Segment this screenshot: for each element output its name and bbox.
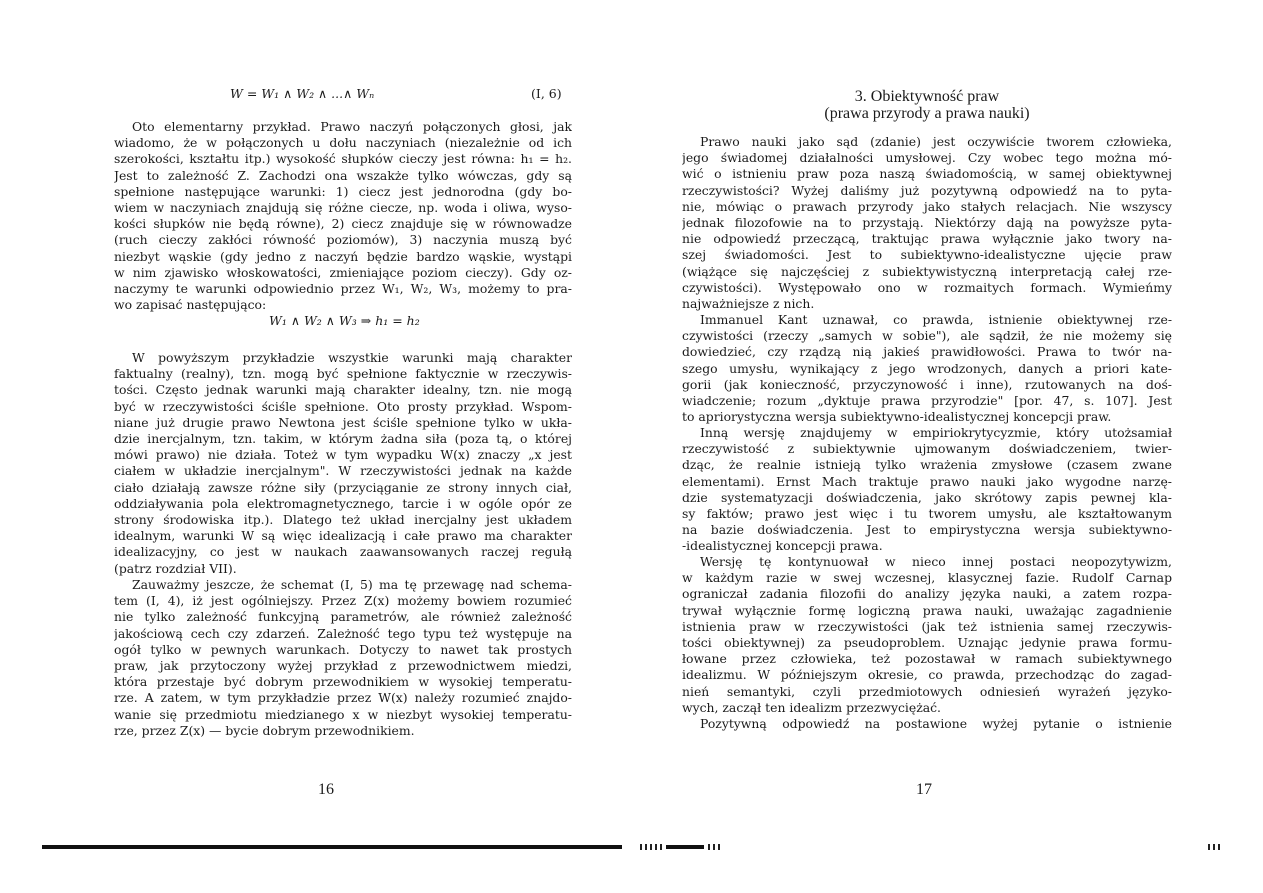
text-line: wiem w naczyniach znajdują się różne ciecze, np. woda i oliwa, wyso- (114, 200, 572, 216)
text-line: niane już drugie prawo Newtona jest ściśle spełnione tylko w ukła- (114, 414, 572, 430)
formula-number: (I, 6) (531, 86, 562, 101)
left-paragraph-3 (114, 577, 572, 739)
text-line: wiadomo, że w połączonych u dołu naczyniach (niezależnie od ich (114, 135, 572, 151)
text-line: istnienia praw w rzeczywistości (jak też istnienia samej rzeczywis- (682, 618, 1172, 634)
right-paragraph-1 (682, 134, 1172, 312)
scan-edge-bar (42, 845, 622, 849)
text-line: idealnym, warunki W są więc idealizacją i całe prawo ma charakter (114, 528, 572, 544)
text-line: to apriorystyczna wersja subiektywno-idealistycznej koncepcji praw. (682, 409, 1112, 425)
section-subheading: (prawa przyrody a prawa nauki) (824, 105, 1030, 122)
text-line: faktualny (realny), tzn. mogą być spełnione faktycznie w rzeczywis- (114, 366, 572, 382)
text-line: dzie systematyzacji doświadczenia, jako skrótowy zapis pewnej kla- (682, 489, 1172, 505)
text-line: dowiedzieć, czy rządzą nią jakieś prawidłowości. Prawa to twór na- (682, 344, 1172, 360)
text-line: Prawo nauki jako sąd (zdanie) jest oczywiście tworem człowieka, (700, 134, 1172, 149)
text-line: czywistości). Występowało ono w rozmaitych formach. Wymieńmy (682, 279, 1172, 295)
text-line: W powyższym przykładzie wszystkie warunki mają charakter (132, 350, 572, 365)
text-line: wiadczenie; rozum „dyktuje prawa przyrodzie" [por. 47, s. 107]. Jest (682, 393, 1172, 409)
section-heading: 3. Obiektywność praw (854, 88, 1000, 105)
text-line: Wersję tę kontynuował w nieco innej postaci neopozytywizm, (700, 554, 1172, 569)
text-line: tości. Często jednak warunki mają charakter idealny, tzn. nie mogą (114, 382, 572, 398)
text-line: szej świadomości. Jest to subiektywno-idealistyczne ujęcie praw (682, 247, 1172, 263)
text-line: ciało działają zawsze różne siły (przyciąganie ze strony innych ciał, (114, 479, 572, 495)
text-line: Oto elementarny przykład. Prawo naczyń połączonych głosi, jak (132, 119, 572, 134)
text-line: wić o istnieniu praw poza naszą świadomością, w samej obiektywnej (682, 166, 1172, 182)
formula-top-text: W = W₁ ∧ W₂ ∧ ...∧ Wₙ (230, 86, 375, 101)
text-line: ograniczał zadania filozofii do analizy języka nauki, a zatem rozpa- (682, 586, 1172, 602)
text-line: (patrz rozdział VII). (114, 560, 237, 576)
text-line: niezbyt wąskie (gdy jedno z naczyń będzie bardzo wąskie, wystąpi (114, 248, 572, 264)
text-line: ogół tylko w pewnych warunkach. Dotyczy to nawet tak prostych (114, 641, 572, 657)
right-paragraph-2 (682, 312, 1172, 425)
text-line: trywał wyłącznie formę logiczną prawa nauki, uważając zagadnienie (682, 602, 1172, 618)
text-line: wych, zaczął ten idealizm przezwyciężać. (682, 699, 941, 715)
text-line: idealizmu. W późniejszym okresie, co prawda, przechodząc do zagad- (682, 667, 1172, 683)
text-line: szego umysłu, wynikający z jego wrodzonych, danych a priori kate- (682, 360, 1172, 376)
text-line: rzeczywistości? Wyżej daliśmy już pozytywną odpowiedź na to pyta- (682, 182, 1172, 198)
text-line: najważniejsze z nich. (682, 296, 815, 312)
formula-mid: W₁ ∧ W₂ ∧ W₃ ⇒ h₁ = h₂ (269, 313, 420, 328)
text-line: wanie się przedmiotu miedzianego x w niezbyt wysokiej temperatu- (114, 706, 572, 722)
text-line: tem (I, 4), iż jest ogólniejszy. Przez Z(x) możemy bowiem rozumieć (114, 593, 572, 609)
text-line: -idealistycznej koncepcji prawa. (682, 538, 883, 554)
right-paragraph-3 (682, 425, 1172, 555)
text-line: oddziaływania pola elektromagnetycznego, tarcie i w ogóle opór ze (114, 495, 572, 511)
text-line: na bazie doświadczenia. Jest to empirystyczna wersja subiektywno- (682, 522, 1172, 538)
left-paragraph-1 (114, 119, 572, 313)
text-line: rze. A zatem, w tym przykładzie przez W(x) należy rozumieć znajdo- (114, 690, 572, 706)
text-line: Zauważmy jeszcze, że schemat (I, 5) ma tę przewagę nad schema- (132, 577, 572, 592)
text-line: szerokości, kształtu itp.) wysokość słupków cieczy jest równa: h₁ = h₂. (114, 151, 572, 167)
text-line: elementami). Ernst Mach traktuje prawo nauki jako wygodne narzę- (682, 473, 1172, 489)
text-line: nie tylko zależność funkcyjną parametrów, ale również zależność (114, 609, 572, 625)
text-line: naczymy te warunki odpowiednio przez W₁, W₂, W₃, możemy to pra- (114, 281, 572, 297)
text-line: ciałem w układzie inercjalnym". W rzeczywistości jednak na każde (114, 463, 572, 479)
right-paragraph-4 (682, 554, 1172, 716)
text-line: gorii (jak konieczność, przyczynowość i inne), rzutowanych na doś- (682, 376, 1172, 392)
right-paragraph-5 (682, 716, 1172, 732)
text-line: rze, przez Z(x) — bycie dobrym przewodnikiem. (114, 722, 415, 738)
text-line: Pozytywną odpowiedź na postawione wyżej pytanie o istnienie (700, 716, 1172, 731)
left-paragraph-2 (114, 350, 572, 577)
text-line: sy faktów; prawo jest więc i tu tworem umysłu, ale kształtowanym (682, 506, 1172, 522)
text-line: czywistości (rzeczy „samych w sobie"), ale sądził, że nie możemy się (682, 328, 1172, 344)
text-line: nie, mówiąc o prawach przyrody jako stałych relacjach. Nie wszyscy (682, 198, 1172, 214)
text-line: strony środowiska itp.). Dlatego też układ inercjalny jest układem (114, 512, 572, 528)
text-line: która przestaje być dobrym przewodnikiem w wysokiej temperatu- (114, 674, 572, 690)
text-line: być w rzeczywistości ściśle spełnione. Oto prosty przykład. Wspom- (114, 398, 572, 414)
text-line: spełnione następujące warunki: 1) ciecz jest jednorodna (gdy bo- (114, 183, 572, 199)
text-line: (ruch cieczy zakłóci równość poziomów), 3) naczynia muszą być (114, 232, 572, 248)
text-line: (wiążące się najczęściej z subiektywistyczną interpretacją całej rze- (682, 263, 1172, 279)
text-line: praw, jak przytoczony wyżej przykład z przewodnictwem miedzi, (114, 658, 572, 674)
page-number-right: 17 (916, 781, 932, 798)
text-line: nie odpowiedź przeczącą, traktując prawa wyłącznie jako twory na- (682, 231, 1172, 247)
text-line: w nim zjawisko włoskowatości, zmieniające poziom cieczy). Gdy oz- (114, 264, 572, 280)
text-line: idealizacyjny, co jest w naukach zaawansowanych raczej regułą (114, 544, 572, 560)
text-line: dzie inercjalnym, tzn. takim, w którym żadna siła (poza tą, o której (114, 431, 572, 447)
text-line: Jest to zależność Z. Zachodzi ona wszakże tylko wówczas, gdy są (114, 167, 572, 183)
formula-top (230, 86, 374, 101)
text-line: jakościową cech czy zdarzeń. Zależność tego typu też występuje na (114, 625, 572, 641)
text-line: w każdym razie w swej wczesnej, klasycznej fazie. Rudolf Carnap (682, 570, 1172, 586)
text-line: Immanuel Kant uznawał, co prawda, istnienie obiektywnej rze- (700, 312, 1172, 327)
text-line: nień semantyki, czyli przedmiotowych odniesień wyrażeń języko- (682, 683, 1172, 699)
text-line: rzeczywistość z subiektywnie ujmowanym doświadczeniem, twier- (682, 441, 1172, 457)
text-line: jednak filozofowie na to przystają. Niektórzy dają na powyższe pyta- (682, 215, 1172, 231)
text-line: jego świadomej działalności umysłowej. Czy wobec tego można mó- (682, 150, 1172, 166)
text-line: dząc, że realnie istnieją tylko wrażenia zmysłowe (czasem zwane (682, 457, 1172, 473)
page-number-left: 16 (318, 781, 334, 798)
text-line: tości obiektywnej) za pseudoproblem. Uznając jedynie prawa formu- (682, 635, 1172, 651)
text-line: mówi prawo) nie działa. Toteż w tym wypadku W(x) znaczy „x jest (114, 447, 572, 463)
text-line: łowane przez człowieka, też pozostawał w ramach subiektywnego (682, 651, 1172, 667)
text-line: Inną wersję znajdujemy w empiriokrytycyzmie, który utożsamiał (700, 425, 1172, 440)
text-line: kości słupków nie będą równe), 2) ciecz znajduje się w równowadze (114, 216, 572, 232)
text-line: wo zapisać następująco: (114, 297, 267, 313)
